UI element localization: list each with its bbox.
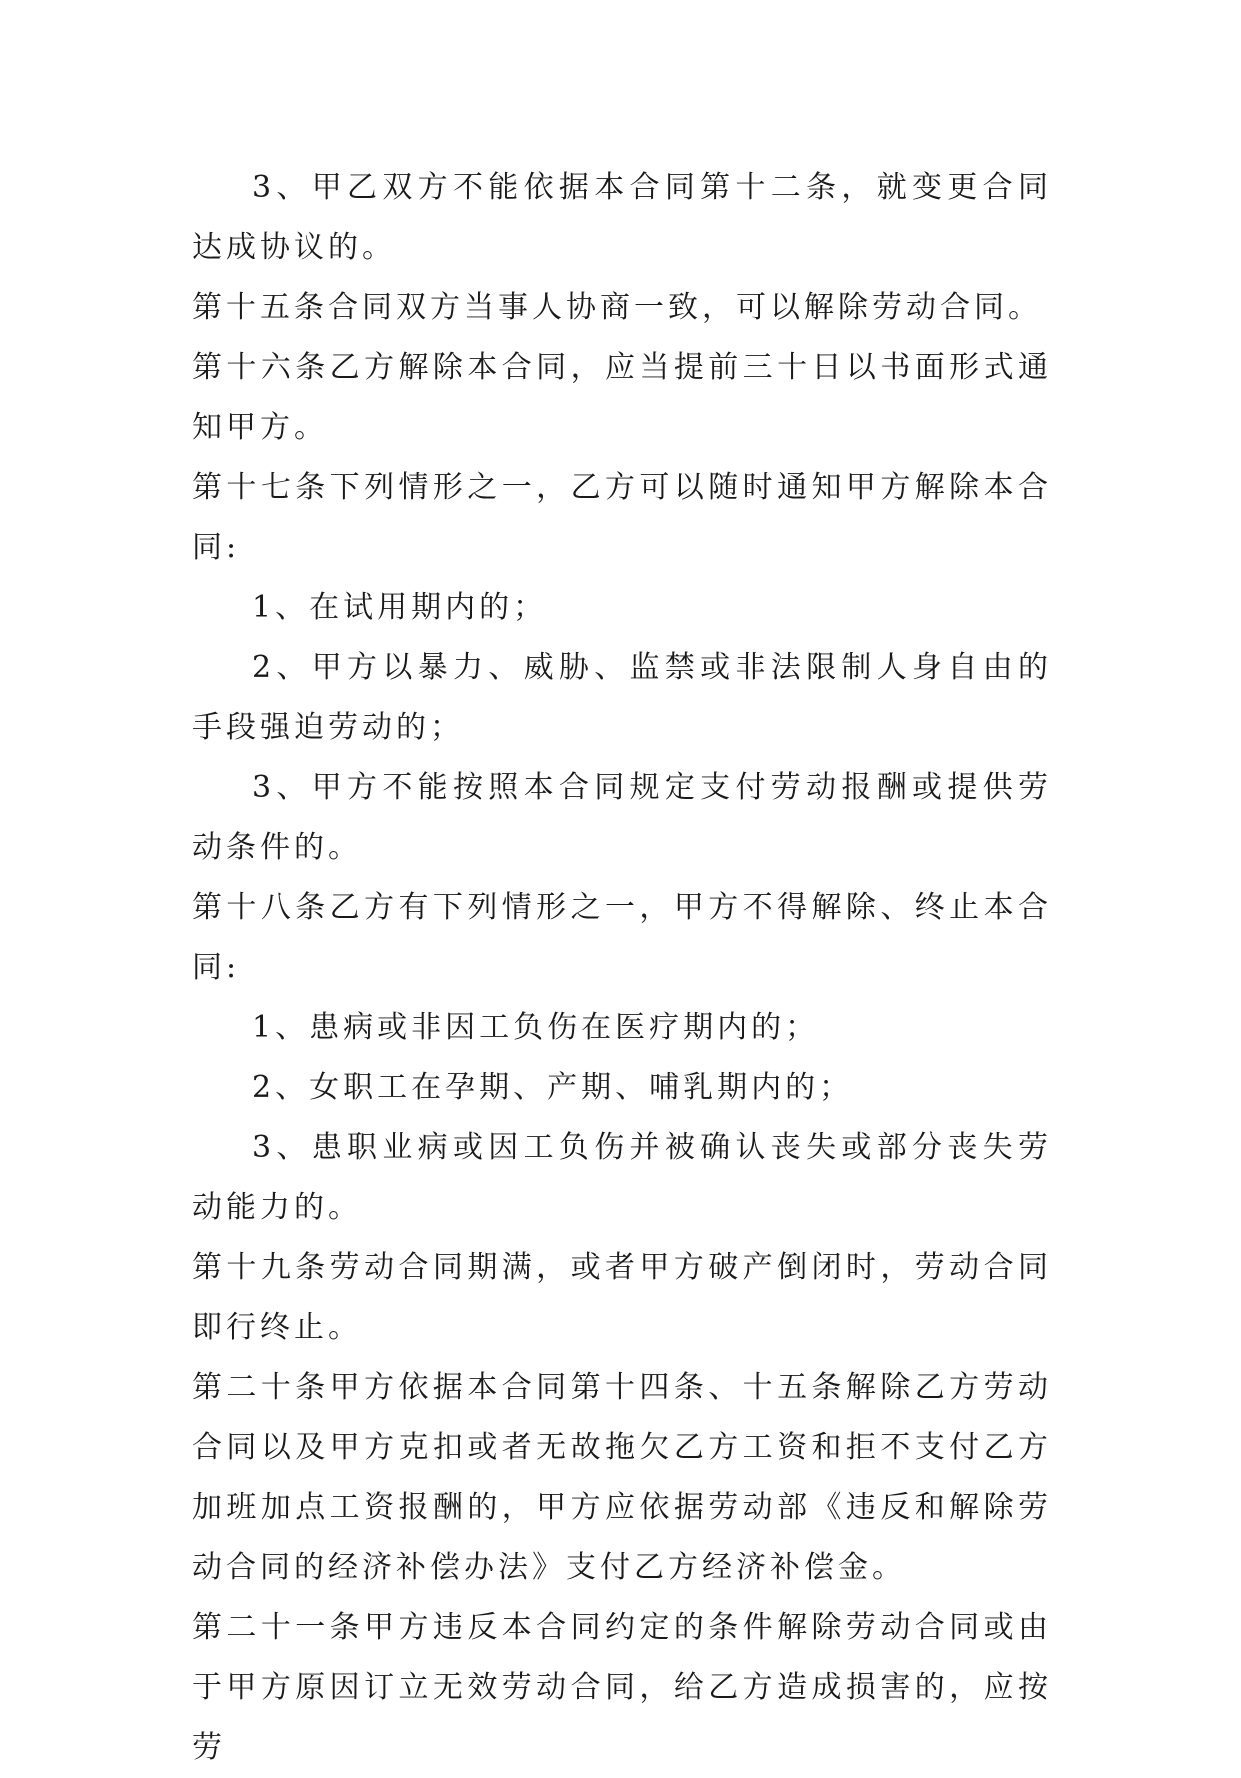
paragraph-clause-18-item-1: 1、患病或非因工负伤在医疗期内的；	[252, 1010, 820, 1045]
document-body	[192, 158, 1052, 1778]
paragraph-clause-18-item-3: 3、患职业病或因工负伤并被确认丧失或部分丧失劳动能力的。	[192, 1130, 1052, 1225]
paragraph-clause-17-item-1: 1、在试用期内的；	[252, 590, 548, 625]
paragraph-clause-18-item-2: 2、女职工在孕期、产期、哺乳期内的；	[252, 1070, 854, 1105]
paragraph-clause-19: 第十九条劳动合同期满，或者甲方破产倒闭时，劳动合同即行终止。	[192, 1250, 1052, 1345]
paragraph-clause-20: 第二十条甲方依据本合同第十四条、十五条解除乙方劳动合同以及甲方克扣或者无故拖欠乙方工资和拒不支付乙方加班加点工资报酬的，甲方应依据劳动部《违反和解除劳动合同的经济补偿办法》支付乙方经济补偿金。	[192, 1370, 1052, 1585]
paragraph-clause-15: 第十五条合同双方当事人协商一致，可以解除劳动合同。	[192, 290, 1042, 325]
paragraph-clause-17: 第十七条下列情形之一，乙方可以随时通知甲方解除本合同:	[192, 470, 1052, 565]
paragraph-clause-17-item-3: 3、甲方不能按照本合同规定支付劳动报酬或提供劳动条件的。	[192, 770, 1052, 865]
paragraph-clause-17-item-2: 2、甲方以暴力、威胁、监禁或非法限制人身自由的手段强迫劳动的；	[192, 650, 1052, 745]
paragraph-clause-21: 第二十一条甲方违反本合同约定的条件解除劳动合同或由于甲方原因订立无效劳动合同，给乙方造成损害的，应按劳	[192, 1610, 1052, 1765]
paragraph-clause-18: 第十八条乙方有下列情形之一，甲方不得解除、终止本合同:	[192, 890, 1052, 985]
paragraph-clause-16: 第十六条乙方解除本合同，应当提前三十日以书面形式通知甲方。	[192, 350, 1052, 445]
paragraph-clause-14-item-3: 3、甲乙双方不能依据本合同第十二条，就变更合同达成协议的。	[192, 170, 1052, 265]
